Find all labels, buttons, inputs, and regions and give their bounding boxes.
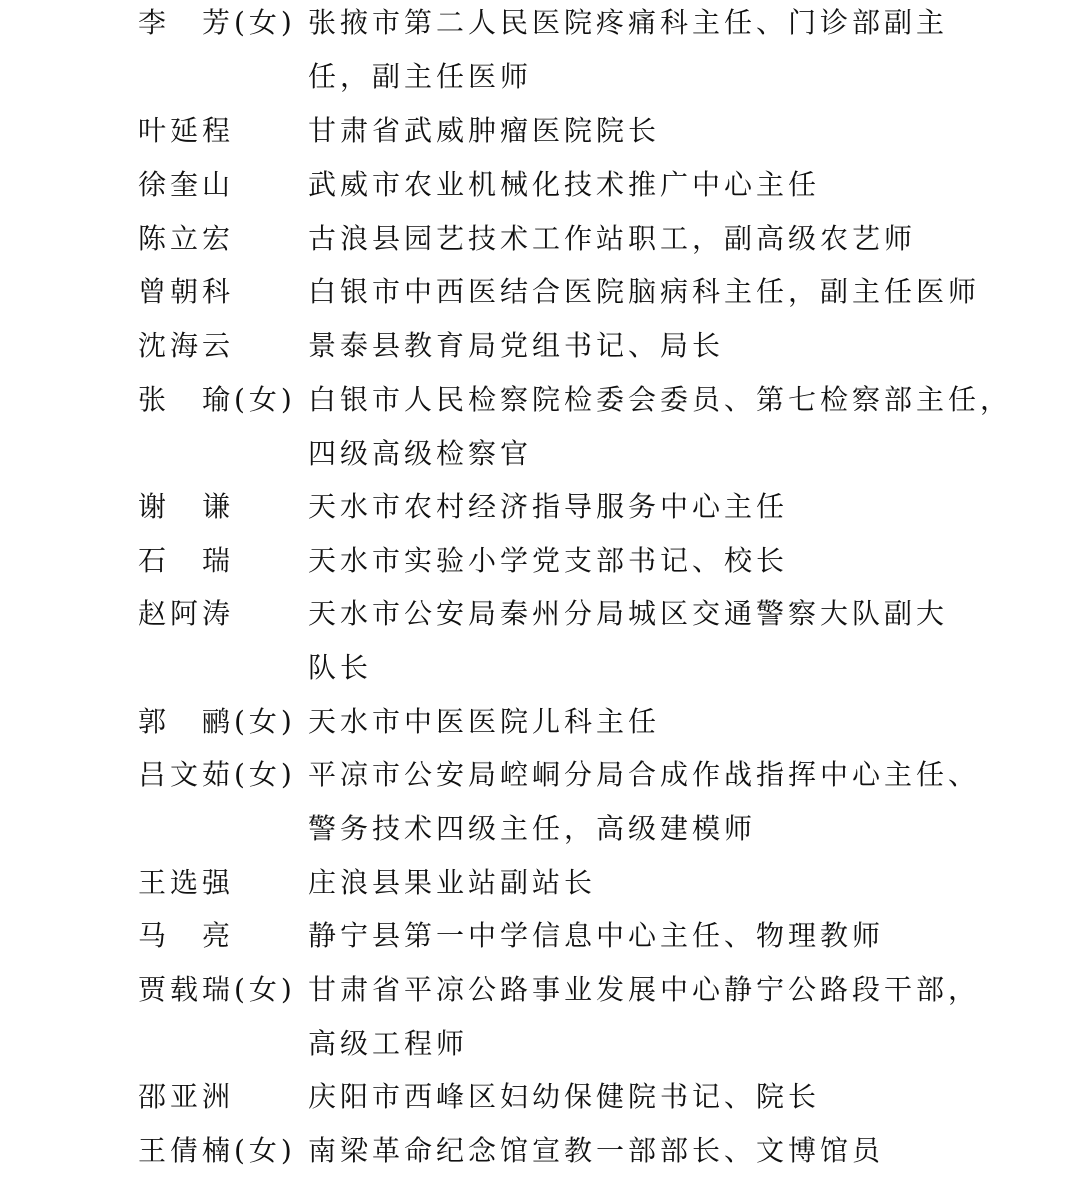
person-name: 邵亚洲: [138, 1080, 235, 1113]
person-name: 李 芳(女): [138, 6, 296, 39]
person-title: 平凉市公安局崆峒分局合成作战指挥中心主任、: [308, 758, 981, 791]
person-title: 甘肃省武威肿瘤医院院长: [308, 114, 661, 147]
person-name: 贾载瑞(女): [138, 973, 296, 1006]
person-title: 白银市中西医结合医院脑病科主任，副主任医师: [308, 275, 981, 308]
person-name: 马 亮: [138, 919, 235, 952]
person-name: 陈立宏: [138, 222, 235, 255]
person-title-continued: 四级高级检察官: [308, 437, 533, 470]
person-title: 天水市中医医院儿科主任: [308, 705, 661, 738]
person-name: 谢 谦: [138, 490, 235, 523]
person-name: 赵阿涛: [138, 597, 235, 630]
person-title: 景泰县教育局党组书记、局长: [308, 329, 725, 362]
person-name: 张 瑜(女): [138, 383, 296, 416]
person-name: 王倩楠(女): [138, 1134, 296, 1167]
person-title-continued: 队长: [308, 651, 373, 684]
person-title: 静宁县第一中学信息中心主任、物理教师: [308, 919, 885, 952]
person-title: 天水市农村经济指导服务中心主任: [308, 490, 789, 523]
person-name: 郭 鹂(女): [138, 705, 296, 738]
person-title: 南梁革命纪念馆宣教一部部长、文博馆员: [308, 1134, 885, 1167]
person-name: 石 瑞: [138, 544, 235, 577]
person-title: 天水市实验小学党支部书记、校长: [308, 544, 789, 577]
person-name: 吕文茹(女): [138, 758, 296, 791]
person-title: 庄浪县果业站副站长: [308, 866, 597, 899]
person-name: 王选强: [138, 866, 235, 899]
person-name: 徐奎山: [138, 168, 235, 201]
person-title-continued: 任，副主任医师: [308, 60, 533, 93]
person-title: 张掖市第二人民医院疼痛科主任、门诊部副主: [308, 6, 949, 39]
person-title: 天水市公安局秦州分局城区交通警察大队副大: [308, 597, 949, 630]
person-title-continued: 高级工程师: [308, 1027, 469, 1060]
person-title: 庆阳市西峰区妇幼保健院书记、院长: [308, 1080, 821, 1113]
person-title: 甘肃省平凉公路事业发展中心静宁公路段干部，: [308, 973, 981, 1006]
person-title: 武威市农业机械化技术推广中心主任: [308, 168, 821, 201]
person-title: 白银市人民检察院检委会委员、第七检察部主任，: [308, 383, 1013, 416]
person-title-continued: 警务技术四级主任，高级建模师: [308, 812, 757, 845]
person-name: 叶延程: [138, 114, 235, 147]
person-title: 古浪县园艺技术工作站职工，副高级农艺师: [308, 222, 917, 255]
person-name: 曾朝科: [138, 275, 235, 308]
person-name: 沈海云: [138, 329, 235, 362]
